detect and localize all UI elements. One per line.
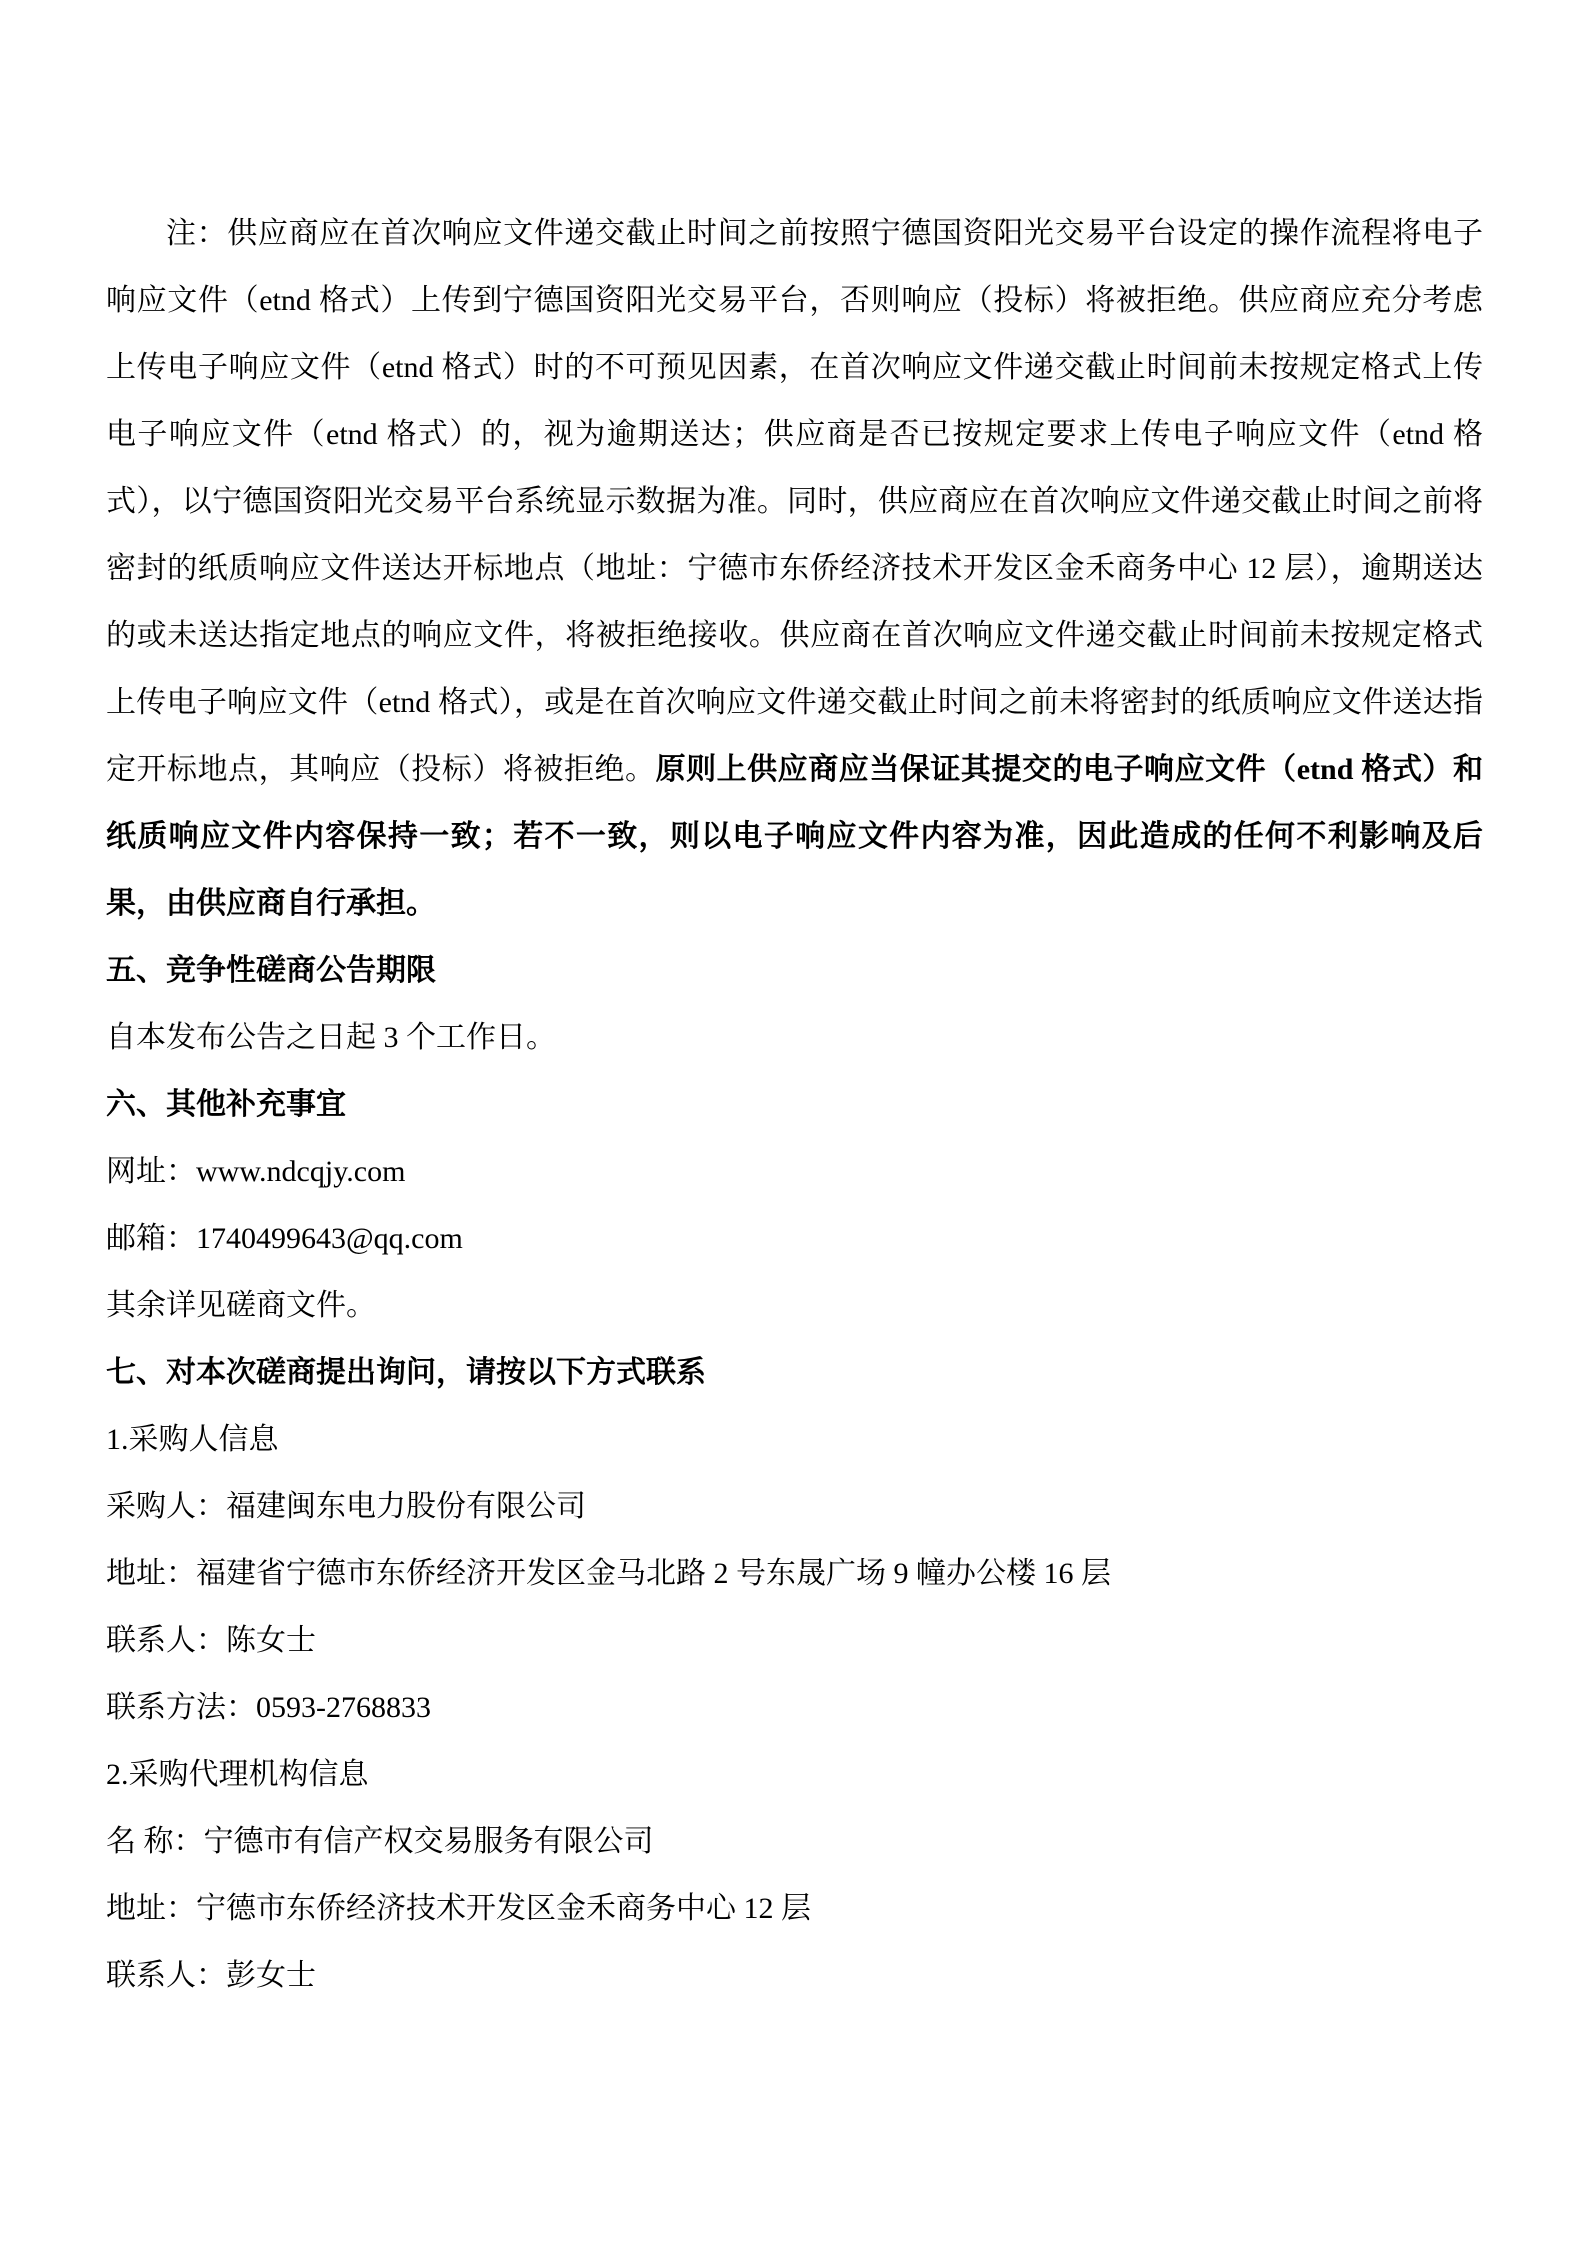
note-regular-text: 注：供应商应在首次响应文件递交截止时间之前按照宁德国资阳光交易平台设定的操作流程将电子响应文件（etnd 格式）上传到宁德国资阳光交易平台，否则响应（投标）将被拒绝。供应商应充分考虑上传电子响应文件（etnd 格式）时的不可预见因素，在首次响应文件递交截止时间前未按规定格式上传电子响应文件（etnd 格式）的，视为逾期送达；供应商是否已按规定要求上传电子响应文件（etnd 格式），以宁德国资阳光交易平台系统显示数据为准。同时，供应商应在首次响应文件递交截止时间之前将密封的纸质响应文件送达开标地点（地址：宁德市东侨经济技术开发区金禾商务中心 12 层），逾期送达的或未送达指定地点的响应文件，将被拒绝接收。供应商在首次响应文件递交截止时间前未按规定格式上传电子响应文件（etnd 格式），或是在首次响应文件递交截止时间之前未将密封的纸质响应文件送达指定开标地点，其响应（投标）将被拒绝。 — [106, 217, 1483, 786]
more-details-line: 其余详见磋商文件。 — [106, 1289, 376, 1322]
agency-contact: 联系人：彭女士 — [106, 1959, 316, 1992]
purchaser-address: 地址：福建省宁德市东侨经济开发区金马北路 2 号东晟广场 9 幢办公楼 16 层 — [106, 1557, 1111, 1590]
agency-address: 地址：宁德市东侨经济技术开发区金禾商务中心 12 层 — [106, 1892, 811, 1925]
note-bold-text: 原则上供应商应当保证其提交的电子响应文件（etnd 格式）和纸质响应文件内容保持一致；若不一致，则以电子响应文件内容为准，因此造成的任何不利影响及后果，由供应商自行承担。 — [106, 753, 1483, 920]
purchaser-name: 采购人：福建闽东电力股份有限公司 — [106, 1490, 586, 1523]
purchaser-phone: 联系方法：0593-2768833 — [106, 1691, 431, 1724]
purchaser-info-title: 1.采购人信息 — [106, 1423, 279, 1456]
website-line: 网址：www.ndcqjy.com — [106, 1155, 406, 1188]
section5-heading: 五、竞争性磋商公告期限 — [106, 954, 436, 987]
section7-heading: 七、对本次磋商提出询问，请按以下方式联系 — [106, 1356, 706, 1389]
section6-heading: 六、其他补充事宜 — [106, 1088, 346, 1121]
note-paragraph — [106, 200, 1483, 937]
agency-name: 名 称：宁德市有信产权交易服务有限公司 — [106, 1825, 654, 1858]
email-line: 邮箱：1740499643@qq.com — [106, 1222, 463, 1255]
agency-info-title: 2.采购代理机构信息 — [106, 1758, 369, 1791]
section5-body: 自本发布公告之日起 3 个工作日。 — [106, 1021, 556, 1054]
purchaser-contact: 联系人：陈女士 — [106, 1624, 316, 1657]
